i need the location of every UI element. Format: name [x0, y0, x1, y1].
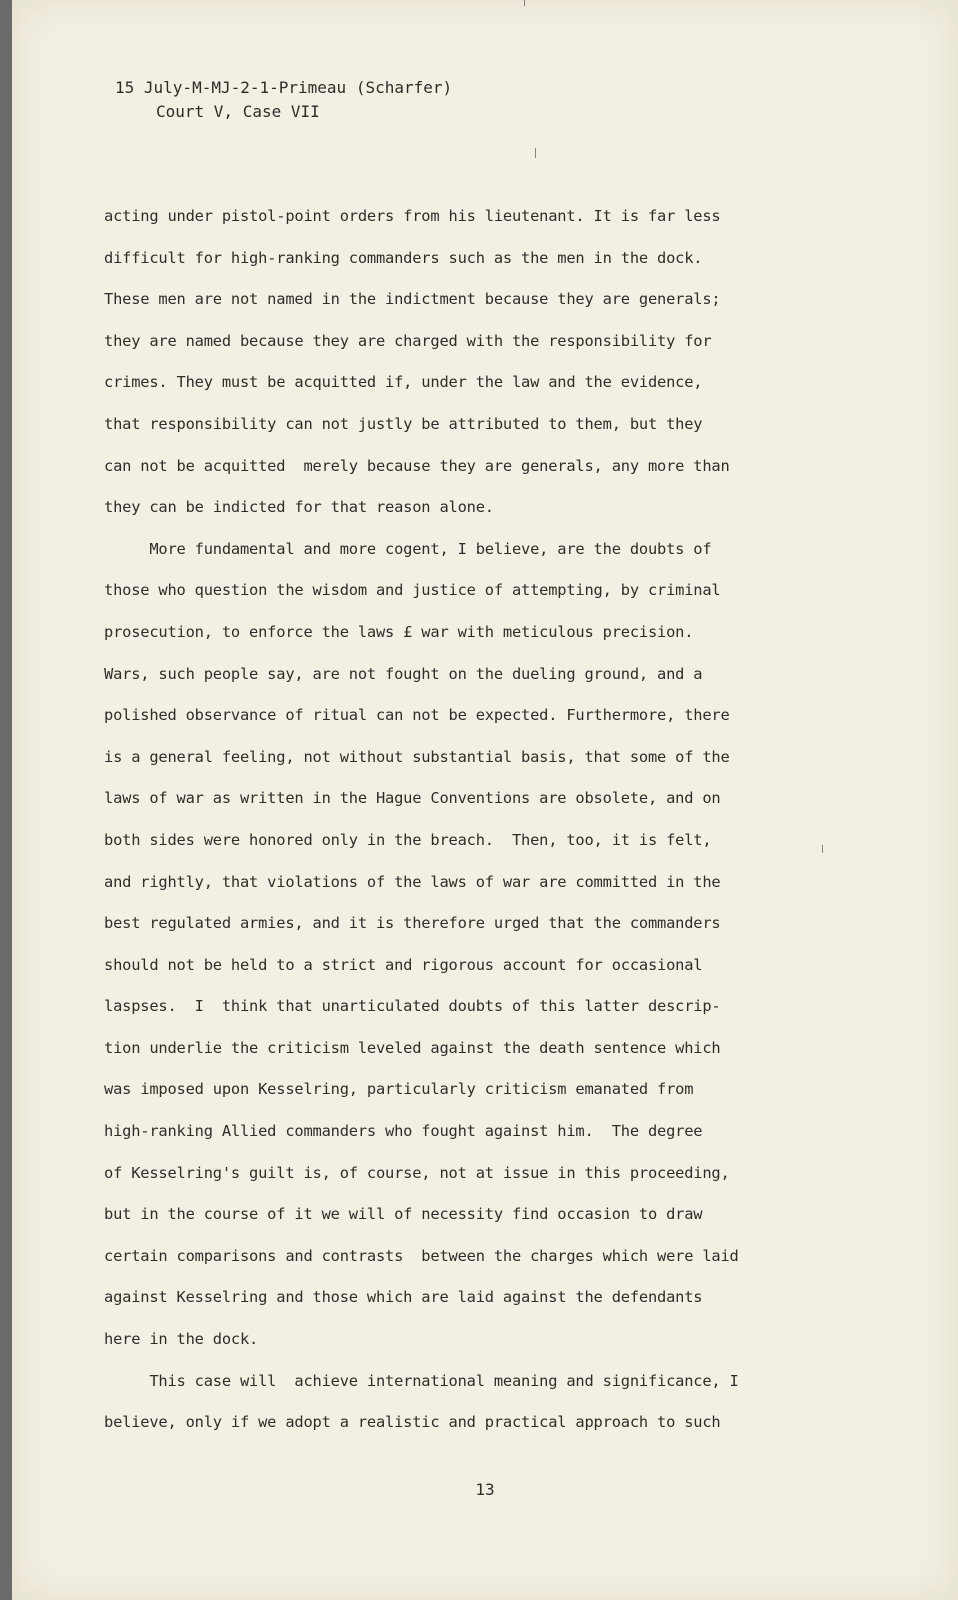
text-line: both sides were honored only in the breach. Then, too, it is felt,: [104, 830, 712, 849]
text-line: believe, only if we adopt a realistic and practical approach to such: [104, 1413, 721, 1432]
text-line: those who question the wisdom and justice of attempting, by criminal: [104, 581, 721, 600]
text-line: and rightly, that violations of the laws of war are committed in the: [104, 872, 721, 891]
text-line: prosecution, to enforce the laws £ war with meticulous precision.: [104, 622, 694, 641]
text-line: that responsibility can not justly be attributed to them, but they: [104, 414, 703, 433]
text-line: is a general feeling, not without substantial basis, that some of the: [104, 747, 730, 766]
text-line: polished observance of ritual can not be expected. Furthermore, there: [104, 706, 730, 725]
text-line: was imposed upon Kesselring, particularly criticism emanated from: [104, 1080, 694, 1099]
text-line: These men are not named in the indictment because they are generals;: [104, 290, 721, 309]
document-page: [12, 0, 958, 1600]
text-line: laws of war as written in the Hague Conventions are obsolete, and on: [104, 789, 721, 808]
text-line: More fundamental and more cogent, I believe, are the doubts of: [104, 539, 712, 558]
text-line: best regulated armies, and it is therefore urged that the commanders: [104, 914, 721, 933]
header-court-case: Court V, Case VII: [156, 102, 320, 121]
text-line: crimes. They must be acquitted if, under the law and the evidence,: [104, 373, 703, 392]
text-line: against Kesselring and those which are laid against the defendants: [104, 1288, 703, 1307]
text-line: should not be held to a strict and rigorous account for occasional: [104, 955, 703, 974]
page-number: 13: [475, 1480, 495, 1499]
header-case-reference: 15 July-M-MJ-2-1-Primeau (Scharfer): [115, 78, 453, 97]
text-line: here in the dock.: [104, 1330, 259, 1349]
text-line: they are named because they are charged with the responsibility for: [104, 331, 712, 350]
stray-mark: [535, 148, 536, 158]
text-line: certain comparisons and contrasts between the charges which were laid: [104, 1246, 739, 1265]
text-line: laspses. I think that unarticulated doubts of this latter descrip-: [104, 997, 721, 1016]
text-line: they can be indicted for that reason alone.: [104, 498, 494, 517]
text-line: high-ranking Allied commanders who fought against him. The degree: [104, 1122, 703, 1141]
text-line: difficult for high-ranking commanders such as the men in the dock.: [104, 248, 703, 267]
stray-mark: [524, 0, 525, 6]
text-line: This case will achieve international meaning and significance, I: [104, 1371, 739, 1390]
text-line: of Kesselring's guilt is, of course, not at issue in this proceeding,: [104, 1163, 730, 1182]
text-line: tion underlie the criticism leveled against the death sentence which: [104, 1038, 721, 1057]
text-line: but in the course of it we will of necessity find occasion to draw: [104, 1205, 703, 1224]
text-line: acting under pistol-point orders from his lieutenant. It is far less: [104, 207, 721, 225]
text-line: can not be acquitted merely because they are generals, any more than: [104, 456, 730, 475]
document-body: [104, 196, 824, 1444]
text-line: Wars, such people say, are not fought on the dueling ground, and a: [104, 664, 703, 683]
document-header: [115, 76, 452, 124]
